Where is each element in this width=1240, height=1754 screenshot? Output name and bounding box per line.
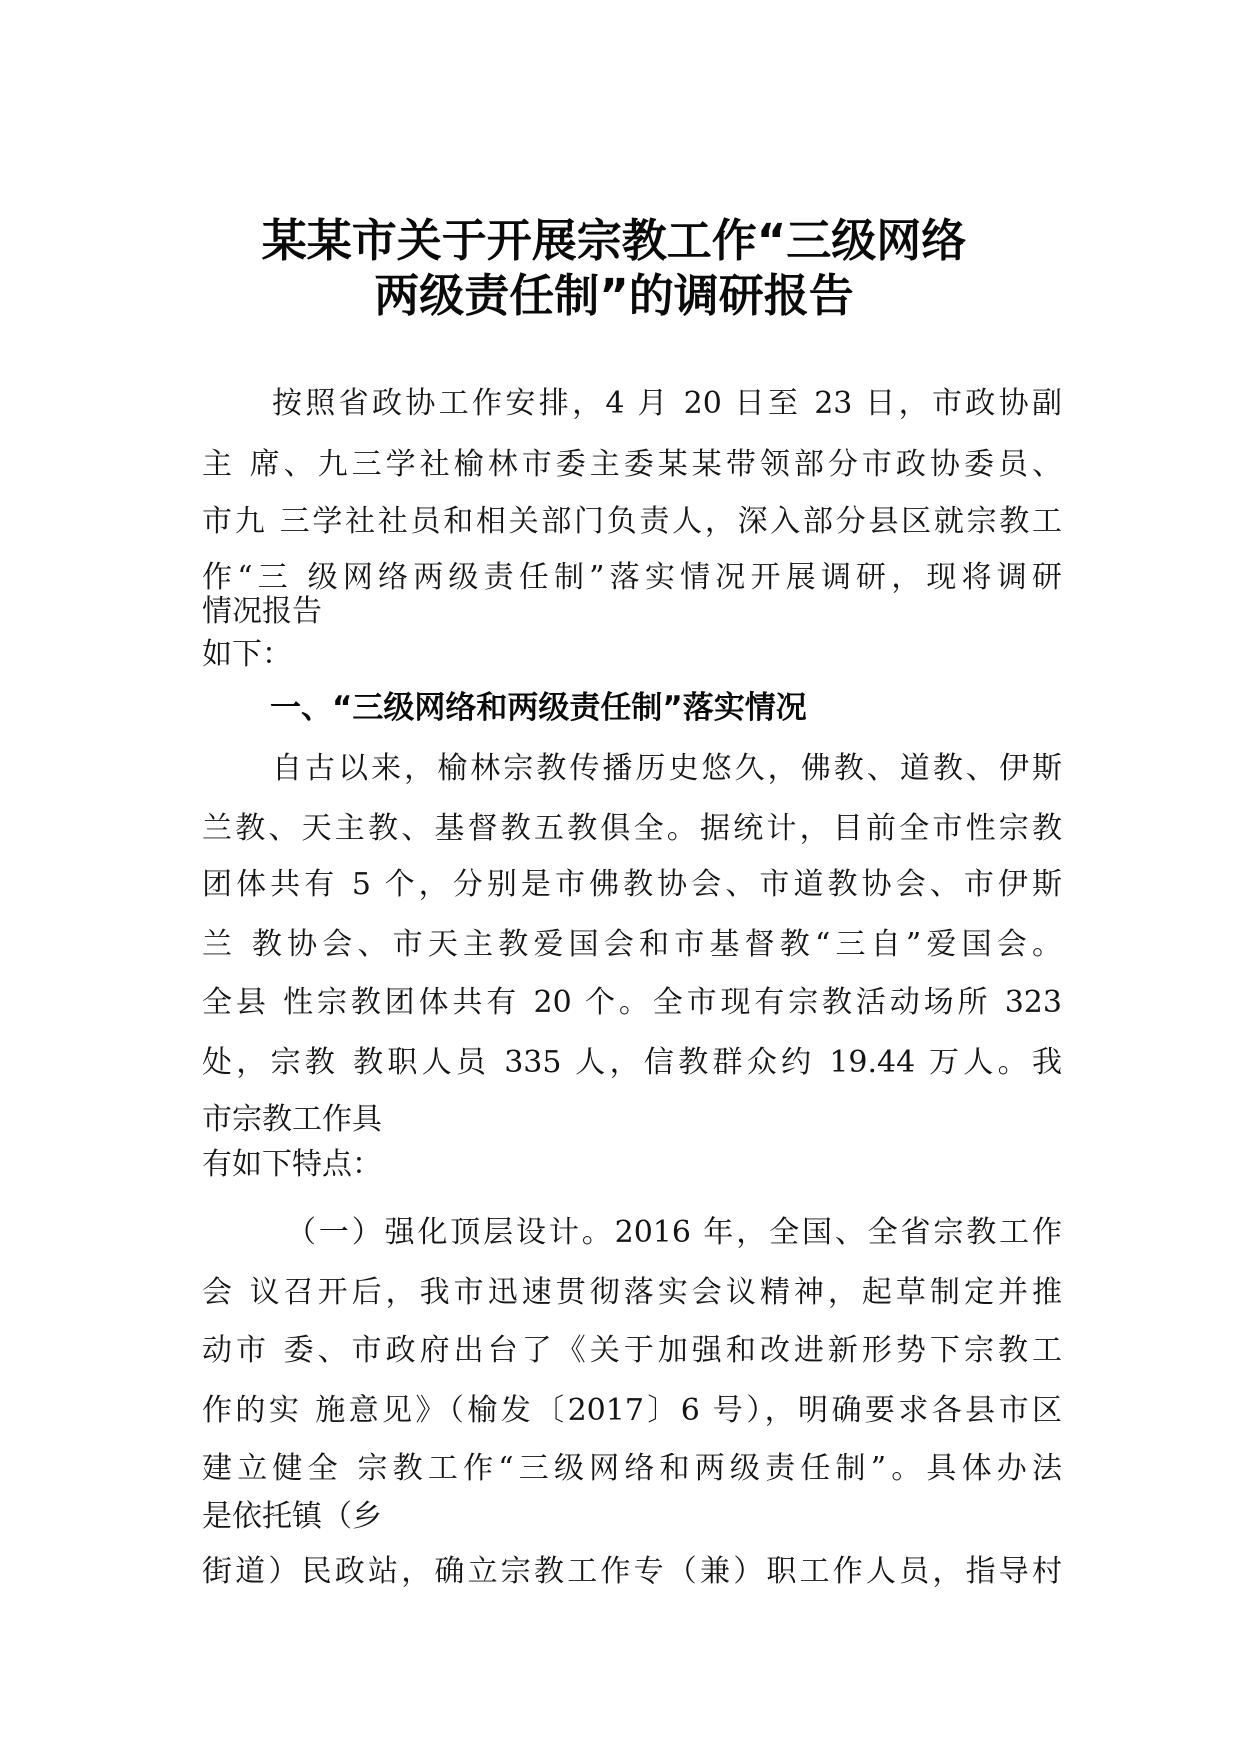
paragraph-1-line: 作“三 级网络两级责任制”落实情况开展调研，现将调研	[202, 560, 1062, 595]
paragraph-3-line: 作的实 施意见》（榆发〔2017〕6 号），明确要求各县市区	[202, 1393, 1062, 1428]
paragraph-2-line: 市宗教工作具	[202, 1102, 382, 1137]
paragraph-2-line: 兰 教协会、市天主教爱国会和市基督教“三自”爱国会。	[202, 927, 1062, 962]
paragraph-2-line: 自古以来，榆林宗教传播历史悠久，佛教、道教、伊斯	[272, 751, 1062, 786]
paragraph-3-line: 是依托镇（乡	[202, 1499, 382, 1534]
paragraph-3-line: （一）强化顶层设计。2016 年，全国、全省宗教工作	[286, 1215, 1062, 1250]
paragraph-2-line: 团体共有 5 个，分别是市佛教协会、市道教协会、市伊斯	[202, 867, 1062, 902]
paragraph-3-line: 动市 委、市政府出台了《关于加强和改进新形势下宗教工	[202, 1333, 1062, 1368]
paragraph-1-line: 按照省政协工作安排，4 月 20 日至 23 日，市政协副	[272, 386, 1062, 421]
paragraph-1-line: 市九 三学社社员和相关部门负责人，深入部分县区就宗教工	[202, 504, 1062, 539]
paragraph-3-line: 建立健全 宗教工作“三级网络和两级责任制”。具体办法	[202, 1451, 1062, 1486]
report-title-line-1: 某某市关于开展宗教工作“三级网络	[261, 214, 967, 267]
report-title-line-2: 两级责任制”的调研报告	[374, 269, 854, 322]
paragraph-2-line: 全县 性宗教团体共有 20 个。全市现有宗教活动场所 323	[202, 985, 1062, 1020]
paragraph-1-line: 如下：	[202, 637, 292, 672]
section-heading: 一、“三级网络和两级责任制”落实情况	[270, 690, 807, 726]
paragraph-2-line: 有如下特点：	[202, 1147, 382, 1182]
paragraph-3-line: 街道）民政站，确立宗教工作专（兼）职工作人员，指导村	[202, 1554, 1062, 1589]
paragraph-2-line: 处，宗教 教职人员 335 人，信教群众约 19.44 万人。我	[202, 1045, 1062, 1080]
paragraph-2-line: 兰教、天主教、基督教五教俱全。据统计，目前全市性宗教	[202, 811, 1062, 846]
paragraph-1-line: 情况报告	[202, 594, 322, 629]
paragraph-3-line: 会 议召开后，我市迅速贯彻落实会议精神，起草制定并推	[202, 1275, 1062, 1310]
paragraph-1-line: 主 席、九三学社榆林市委主委某某带领部分市政协委员、	[202, 447, 1062, 482]
